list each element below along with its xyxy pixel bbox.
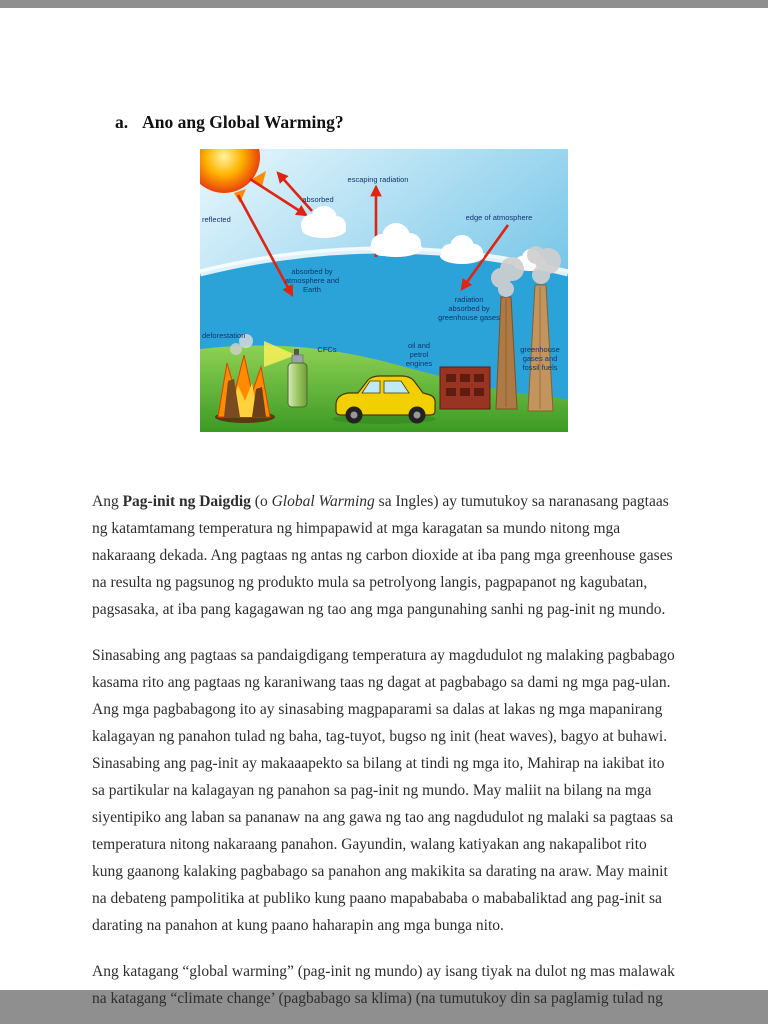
paragraph-1: [92, 488, 678, 623]
body-text: [92, 488, 677, 1012]
heading-letter: a.: [115, 112, 129, 132]
label-greenhouse-gases: greenhouse gases and fossil fuels: [520, 345, 560, 372]
heading-text: Ano ang Global Warming?: [142, 112, 344, 132]
greenhouse-effect-diagram: [200, 149, 568, 432]
label-absorbed-by-atmosphere: absorbed by atmosphere and Earth: [284, 267, 340, 294]
label-deforestation: deforestation: [202, 331, 246, 340]
label-oil-and-petrol: oil and petrol engines: [405, 341, 433, 368]
factory-building: [440, 367, 490, 409]
label-cfcs: CFCs: [317, 345, 337, 354]
diagram-graphic: [200, 149, 568, 432]
label-edge-of-atmosphere: edge of atmosphere: [465, 213, 533, 222]
paragraph-3: Ang katagang “global warming” (pag-init ng mundo) ay isang tiyak na dulot ng mas malawak na katagang “climate change’ (pagbabago sa klima) (na tumutukoy din sa paglamig tulad ng: [92, 963, 675, 1007]
label-absorbed: absorbed: [302, 195, 334, 204]
p1-italic-term: Global Warming: [271, 493, 375, 510]
label-radiation-absorbed: radiation absorbed by greenhouse gases: [438, 295, 500, 322]
section-heading: [115, 112, 677, 133]
p1-run3: sa Ingles) ay tumutukoy sa naranasang pagtaas ng katamtamang temperatura ng himpapawid at mga karagatan sa mundo nitong mga nakaraang dekada. Ang pagtaas ng antas ng carbon dioxide at iba pang mga greenhouse gases na resulta ng pagsunog ng produkto mula sa petrolyong langis, pagpapanot ng kagubatan, pagsasaka, at iba pang kagagawan ng tao ang mga pangunahing sanhi ng pag-init ng mundo.: [92, 493, 673, 618]
document-page: [0, 8, 768, 1007]
p1-bold-term: Pag-init ng Daigdig: [122, 493, 251, 510]
label-escaping-radiation: escaping radiation: [347, 175, 409, 184]
paragraph-2: Sinasabing ang pagtaas sa pandaigdigang temperatura ay magdudulot ng malaking pagbabago kasama rito ang pagtaas ng karaniwang taas ng dagat at pagbabago sa dami ng mga pag-ulan. Ang mga pagbabagong ito ay sinasabing magpaparami sa dalas at lakas ng mga mapanirang kalagayan ng panahon tulad ng baha, tag-tuyot, bugso ng init (heat waves), bagyo at buhawi. Sinasabing ang pag-init ay makaaapekto sa bilang at tindi ng mga ito, Mahirap na iakibat ito sa partikular na kalagayan ng panahon sa pag-init ng mundo. May maliit na bilang na mga siyentipiko ang laban sa pananaw na ang gawa ng tao ang nagdudulot ng malaki sa pagtaas sa temperatura nitong nakaraang panahon. Gayundin, walang katiyakan ang nakapalibot rito kung gaanong kalaking pagbabago sa panahon ang makikita sa darating na araw. May mainit na debateng pampolitika at publiko kung paano mapabababa o mababaliktad ang pag-init sa darating na panahon at kung paano haharapin ang mga bunga nito.: [92, 647, 675, 934]
p1-run2: (o: [250, 493, 272, 510]
label-reflected: reflected: [202, 215, 231, 224]
p1-run1: Ang: [92, 493, 123, 510]
page-content: [0, 8, 768, 1012]
